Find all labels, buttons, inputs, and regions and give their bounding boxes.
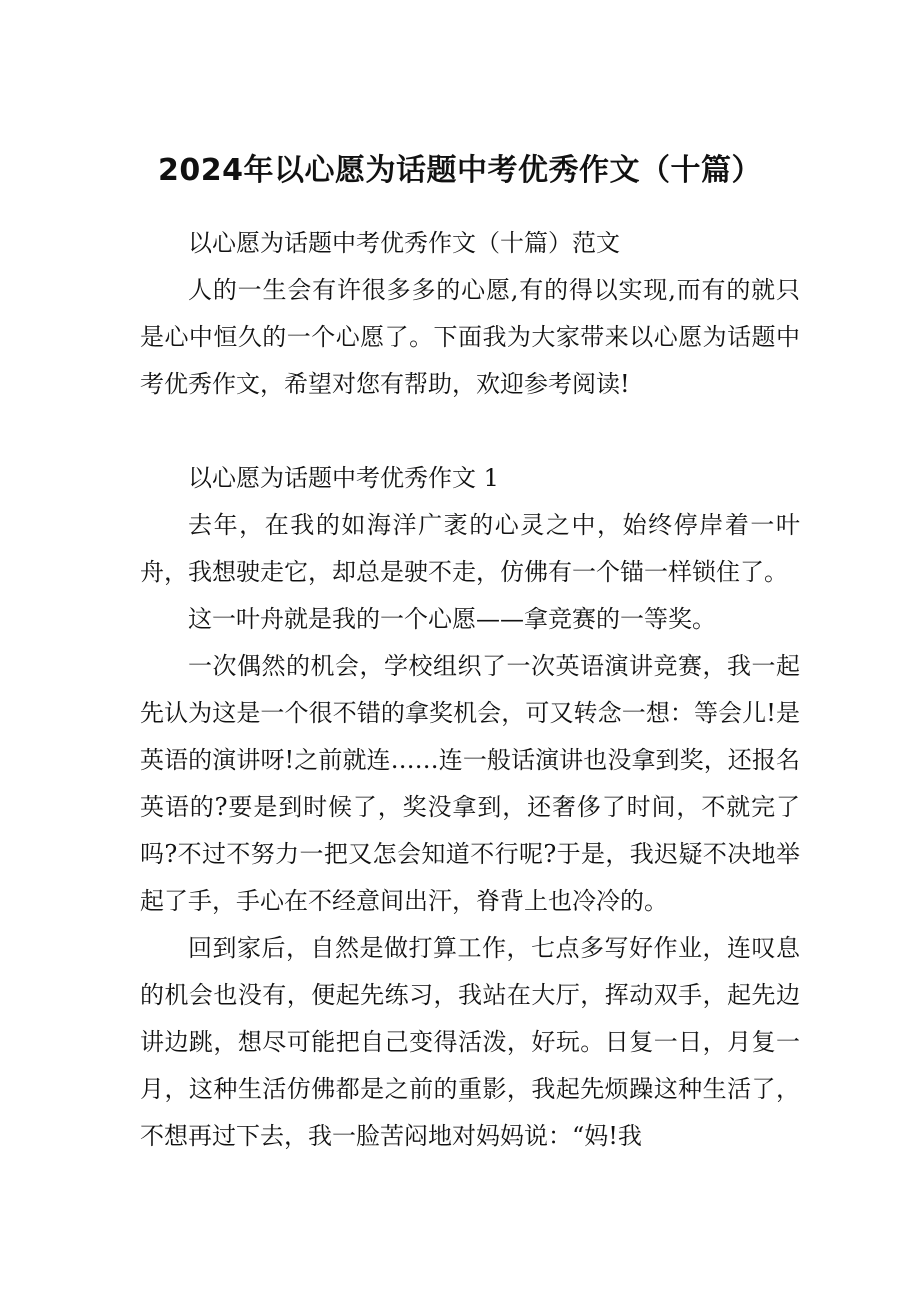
document-body — [140, 220, 800, 1160]
body-paragraph: 去年，在我的如海洋广袤的心灵之中，始终停岸着一叶舟，我想驶走它，却总是驶不走，仿佛有一个锚一样锁住了。 — [140, 511, 800, 586]
blank-line — [140, 408, 800, 455]
intro-paragraph: 人的一生会有许很多多的心愿,有的得以实现,而有的就只是心中恒久的一个心愿了。下面我为大家带来以心愿为话题中考优秀作文，希望对您有帮助，欢迎参考阅读! — [140, 276, 800, 398]
body-paragraph: 一次偶然的机会，学校组织了一次英语演讲竞赛，我一起先认为这是一个很不错的拿奖机会，可又转念一想：等会儿!是英语的演讲呀!之前就连……连一般话演讲也没拿到奖，还报名英语的?要是到时候了，奖没拿到，还奢侈了时间，不就完了吗?不过不努力一把又怎会知道不行呢?于是，我迟疑不决地举起了手，手心在不经意间出汗，脊背上也冷冷的。 — [140, 652, 800, 915]
body-paragraph: 回到家后，自然是做打算工作，七点多写好作业，连叹息的机会也没有，便起先练习，我站在大厅，挥动双手，起先边讲边跳，想尽可能把自己变得活泼，好玩。日复一日，月复一月，这种生活仿佛都是之前的重影，我起先烦躁这种生活了，不想再过下去，我一脸苦闷地对妈妈说：“妈!我 — [140, 934, 800, 1150]
essay-heading: 以心愿为话题中考优秀作文 1 — [188, 464, 499, 492]
document-title: 2024年以心愿为话题中考优秀作文（十篇） — [158, 153, 762, 188]
body-paragraph: 这一叶舟就是我的一个心愿——拿竞赛的一等奖。 — [188, 605, 716, 633]
section-subheading: 以心愿为话题中考优秀作文（十篇）范文 — [188, 229, 620, 257]
